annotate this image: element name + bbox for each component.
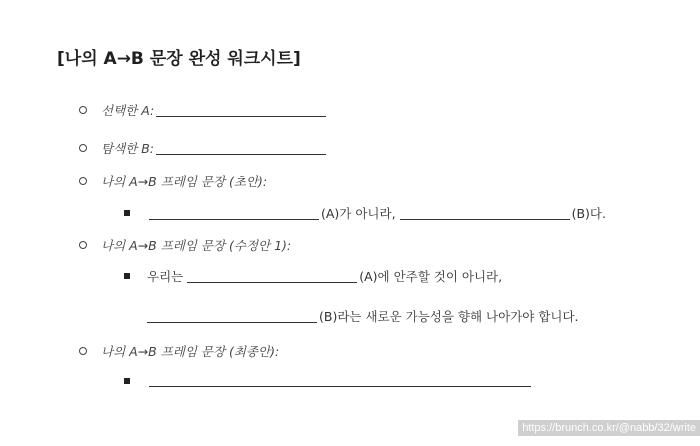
square-bullet-icon: [124, 210, 130, 216]
item-label: 나의 A→B 프레임 문장 (수정안 1):: [101, 238, 292, 253]
circle-bullet-icon: [79, 144, 87, 152]
item-frame-revision-1: [79, 236, 291, 254]
item-frame-final: [79, 342, 279, 360]
answer-blank[interactable]: [156, 142, 326, 155]
blank-b[interactable]: [400, 207, 570, 220]
worksheet-title: [나의 A→B 문장 완성 워크시트]: [57, 49, 301, 69]
circle-bullet-icon: [79, 241, 87, 249]
item-frame-draft: [79, 172, 267, 190]
item-label: 나의 A→B 프레임 문장 (초안):: [101, 174, 268, 189]
source-url-watermark: https://brunch.co.kr/@nabb/32/write: [518, 420, 700, 436]
blank-a[interactable]: [187, 270, 357, 283]
revision-suffix-a: (A)에 안주할 것이 아니라,: [359, 269, 503, 284]
square-bullet-icon: [124, 273, 130, 279]
blank-b[interactable]: [147, 310, 317, 323]
draft-suffix-a: (A)가 아니라,: [321, 206, 396, 221]
item-label: 탐색한 B:: [101, 141, 154, 156]
circle-bullet-icon: [79, 106, 87, 114]
revision-suffix-b: (B)라는 새로운 가능성을 향해 나아가야 합니다.: [319, 309, 579, 324]
answer-blank[interactable]: [156, 104, 326, 117]
draft-suffix-b: (B)다.: [571, 206, 606, 221]
blank-a[interactable]: [149, 207, 319, 220]
revision-prefix: 우리는: [147, 269, 184, 284]
final-sentence-line: [124, 374, 533, 387]
revision-sentence-line-2: [145, 307, 579, 325]
item-label: 나의 A→B 프레임 문장 (최종안):: [101, 344, 280, 359]
item-explored-b: [79, 139, 328, 157]
square-bullet-icon: [124, 378, 130, 384]
circle-bullet-icon: [79, 347, 87, 355]
circle-bullet-icon: [79, 177, 87, 185]
item-label: 선택한 A:: [101, 103, 155, 118]
item-selected-a: [79, 101, 328, 119]
draft-sentence-line: [124, 204, 606, 222]
revision-sentence-line-1: [124, 267, 502, 285]
final-answer-blank[interactable]: [149, 374, 531, 387]
